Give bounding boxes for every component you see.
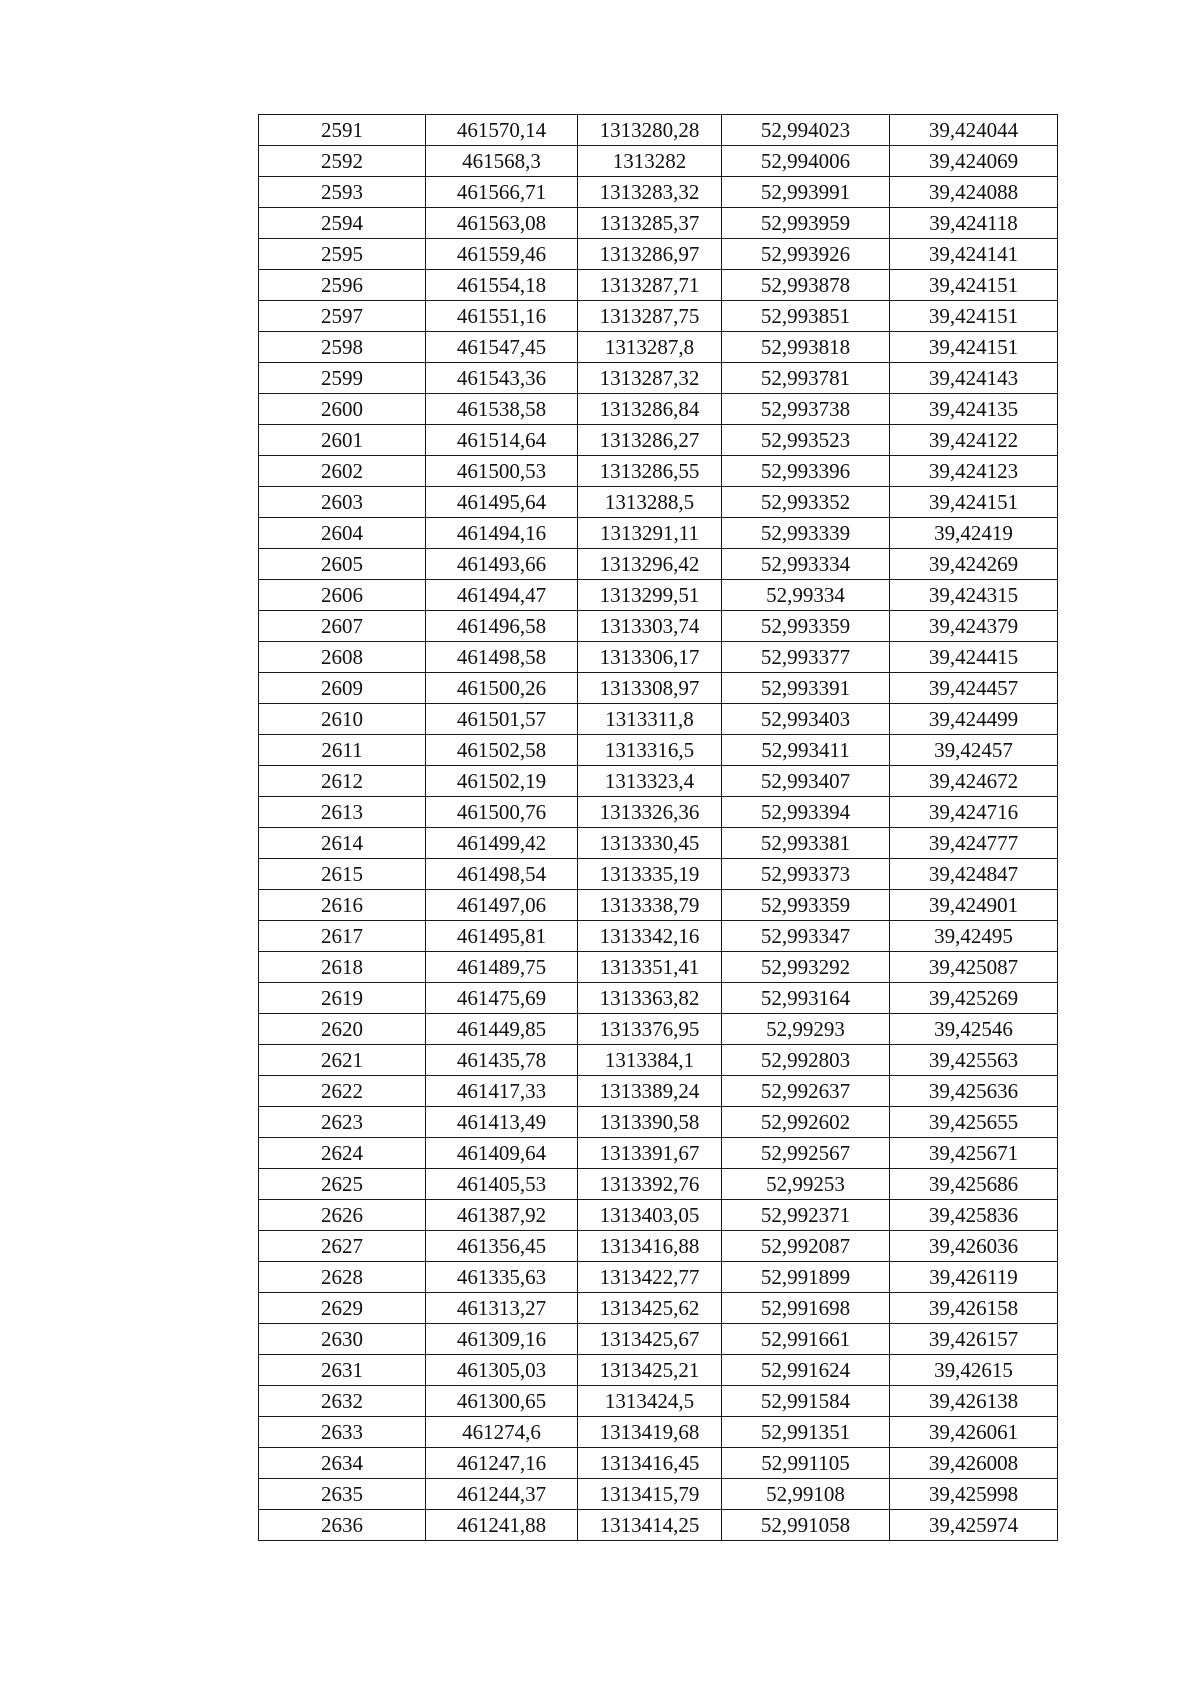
y-coordinate-cell: 1313303,74 xyxy=(578,611,722,642)
point-number-cell: 2619 xyxy=(259,983,426,1014)
x-coordinate-cell: 461247,16 xyxy=(426,1448,578,1479)
latitude-cell: 52,993347 xyxy=(722,921,890,952)
table-row xyxy=(259,301,1058,332)
point-number-cell: 2607 xyxy=(259,611,426,642)
point-number-cell: 2597 xyxy=(259,301,426,332)
latitude-cell: 52,99293 xyxy=(722,1014,890,1045)
longitude-cell: 39,424141 xyxy=(890,239,1058,270)
table-row xyxy=(259,1479,1058,1510)
y-coordinate-cell: 1313287,8 xyxy=(578,332,722,363)
latitude-cell: 52,993359 xyxy=(722,611,890,642)
point-number-cell: 2602 xyxy=(259,456,426,487)
y-coordinate-cell: 1313286,27 xyxy=(578,425,722,456)
longitude-cell: 39,424269 xyxy=(890,549,1058,580)
x-coordinate-cell: 461405,53 xyxy=(426,1169,578,1200)
point-number-cell: 2605 xyxy=(259,549,426,580)
table-row xyxy=(259,1045,1058,1076)
x-coordinate-cell: 461559,46 xyxy=(426,239,578,270)
longitude-cell: 39,42419 xyxy=(890,518,1058,549)
coordinates-table-body xyxy=(259,115,1058,1541)
x-coordinate-cell: 461538,58 xyxy=(426,394,578,425)
x-coordinate-cell: 461502,58 xyxy=(426,735,578,766)
y-coordinate-cell: 1313403,05 xyxy=(578,1200,722,1231)
x-coordinate-cell: 461494,47 xyxy=(426,580,578,611)
latitude-cell: 52,991624 xyxy=(722,1355,890,1386)
latitude-cell: 52,993926 xyxy=(722,239,890,270)
x-coordinate-cell: 461493,66 xyxy=(426,549,578,580)
longitude-cell: 39,426061 xyxy=(890,1417,1058,1448)
point-number-cell: 2633 xyxy=(259,1417,426,1448)
point-number-cell: 2629 xyxy=(259,1293,426,1324)
latitude-cell: 52,993394 xyxy=(722,797,890,828)
longitude-cell: 39,425269 xyxy=(890,983,1058,1014)
y-coordinate-cell: 1313286,84 xyxy=(578,394,722,425)
point-number-cell: 2620 xyxy=(259,1014,426,1045)
table-row xyxy=(259,487,1058,518)
table-row xyxy=(259,1107,1058,1138)
table-row xyxy=(259,425,1058,456)
latitude-cell: 52,993292 xyxy=(722,952,890,983)
table-row xyxy=(259,394,1058,425)
table-row xyxy=(259,1014,1058,1045)
table-row xyxy=(259,1386,1058,1417)
x-coordinate-cell: 461494,16 xyxy=(426,518,578,549)
y-coordinate-cell: 1313280,28 xyxy=(578,115,722,146)
table-row xyxy=(259,115,1058,146)
point-number-cell: 2606 xyxy=(259,580,426,611)
x-coordinate-cell: 461514,64 xyxy=(426,425,578,456)
latitude-cell: 52,993738 xyxy=(722,394,890,425)
x-coordinate-cell: 461409,64 xyxy=(426,1138,578,1169)
latitude-cell: 52,99108 xyxy=(722,1479,890,1510)
x-coordinate-cell: 461387,92 xyxy=(426,1200,578,1231)
y-coordinate-cell: 1313283,32 xyxy=(578,177,722,208)
y-coordinate-cell: 1313392,76 xyxy=(578,1169,722,1200)
latitude-cell: 52,991105 xyxy=(722,1448,890,1479)
y-coordinate-cell: 1313285,37 xyxy=(578,208,722,239)
table-row xyxy=(259,1231,1058,1262)
point-number-cell: 2631 xyxy=(259,1355,426,1386)
x-coordinate-cell: 461241,88 xyxy=(426,1510,578,1541)
y-coordinate-cell: 1313414,25 xyxy=(578,1510,722,1541)
latitude-cell: 52,993396 xyxy=(722,456,890,487)
longitude-cell: 39,424415 xyxy=(890,642,1058,673)
point-number-cell: 2596 xyxy=(259,270,426,301)
point-number-cell: 2625 xyxy=(259,1169,426,1200)
point-number-cell: 2608 xyxy=(259,642,426,673)
longitude-cell: 39,424499 xyxy=(890,704,1058,735)
table-row xyxy=(259,332,1058,363)
longitude-cell: 39,425998 xyxy=(890,1479,1058,1510)
longitude-cell: 39,425655 xyxy=(890,1107,1058,1138)
x-coordinate-cell: 461449,85 xyxy=(426,1014,578,1045)
table-row xyxy=(259,1138,1058,1169)
table-row xyxy=(259,239,1058,270)
y-coordinate-cell: 1313424,5 xyxy=(578,1386,722,1417)
point-number-cell: 2600 xyxy=(259,394,426,425)
latitude-cell: 52,991661 xyxy=(722,1324,890,1355)
longitude-cell: 39,424901 xyxy=(890,890,1058,921)
table-row xyxy=(259,270,1058,301)
point-number-cell: 2627 xyxy=(259,1231,426,1262)
y-coordinate-cell: 1313415,79 xyxy=(578,1479,722,1510)
latitude-cell: 52,994006 xyxy=(722,146,890,177)
longitude-cell: 39,424672 xyxy=(890,766,1058,797)
longitude-cell: 39,425636 xyxy=(890,1076,1058,1107)
table-row xyxy=(259,766,1058,797)
y-coordinate-cell: 1313306,17 xyxy=(578,642,722,673)
table-row xyxy=(259,828,1058,859)
longitude-cell: 39,42495 xyxy=(890,921,1058,952)
y-coordinate-cell: 1313287,75 xyxy=(578,301,722,332)
table-row xyxy=(259,1293,1058,1324)
y-coordinate-cell: 1313323,4 xyxy=(578,766,722,797)
latitude-cell: 52,992371 xyxy=(722,1200,890,1231)
longitude-cell: 39,426157 xyxy=(890,1324,1058,1355)
y-coordinate-cell: 1313330,45 xyxy=(578,828,722,859)
x-coordinate-cell: 461497,06 xyxy=(426,890,578,921)
point-number-cell: 2626 xyxy=(259,1200,426,1231)
longitude-cell: 39,425087 xyxy=(890,952,1058,983)
longitude-cell: 39,424069 xyxy=(890,146,1058,177)
table-row xyxy=(259,456,1058,487)
y-coordinate-cell: 1313316,5 xyxy=(578,735,722,766)
longitude-cell: 39,424135 xyxy=(890,394,1058,425)
latitude-cell: 52,993334 xyxy=(722,549,890,580)
x-coordinate-cell: 461563,08 xyxy=(426,208,578,239)
point-number-cell: 2634 xyxy=(259,1448,426,1479)
point-number-cell: 2601 xyxy=(259,425,426,456)
point-number-cell: 2611 xyxy=(259,735,426,766)
x-coordinate-cell: 461501,57 xyxy=(426,704,578,735)
x-coordinate-cell: 461300,65 xyxy=(426,1386,578,1417)
x-coordinate-cell: 461495,64 xyxy=(426,487,578,518)
x-coordinate-cell: 461313,27 xyxy=(426,1293,578,1324)
latitude-cell: 52,993959 xyxy=(722,208,890,239)
y-coordinate-cell: 1313287,71 xyxy=(578,270,722,301)
point-number-cell: 2635 xyxy=(259,1479,426,1510)
table-row xyxy=(259,146,1058,177)
point-number-cell: 2598 xyxy=(259,332,426,363)
point-number-cell: 2614 xyxy=(259,828,426,859)
latitude-cell: 52,993391 xyxy=(722,673,890,704)
longitude-cell: 39,425671 xyxy=(890,1138,1058,1169)
y-coordinate-cell: 1313296,42 xyxy=(578,549,722,580)
x-coordinate-cell: 461274,6 xyxy=(426,1417,578,1448)
table-row xyxy=(259,673,1058,704)
y-coordinate-cell: 1313342,16 xyxy=(578,921,722,952)
table-row xyxy=(259,611,1058,642)
y-coordinate-cell: 1313363,82 xyxy=(578,983,722,1014)
table-row xyxy=(259,1417,1058,1448)
longitude-cell: 39,426036 xyxy=(890,1231,1058,1262)
latitude-cell: 52,992803 xyxy=(722,1045,890,1076)
x-coordinate-cell: 461500,53 xyxy=(426,456,578,487)
longitude-cell: 39,426008 xyxy=(890,1448,1058,1479)
x-coordinate-cell: 461356,45 xyxy=(426,1231,578,1262)
longitude-cell: 39,426158 xyxy=(890,1293,1058,1324)
x-coordinate-cell: 461499,42 xyxy=(426,828,578,859)
y-coordinate-cell: 1313326,36 xyxy=(578,797,722,828)
point-number-cell: 2624 xyxy=(259,1138,426,1169)
point-number-cell: 2593 xyxy=(259,177,426,208)
latitude-cell: 52,992637 xyxy=(722,1076,890,1107)
longitude-cell: 39,424151 xyxy=(890,270,1058,301)
x-coordinate-cell: 461244,37 xyxy=(426,1479,578,1510)
table-row xyxy=(259,921,1058,952)
table-row xyxy=(259,1324,1058,1355)
y-coordinate-cell: 1313335,19 xyxy=(578,859,722,890)
latitude-cell: 52,993878 xyxy=(722,270,890,301)
point-number-cell: 2621 xyxy=(259,1045,426,1076)
point-number-cell: 2609 xyxy=(259,673,426,704)
longitude-cell: 39,424143 xyxy=(890,363,1058,394)
x-coordinate-cell: 461496,58 xyxy=(426,611,578,642)
point-number-cell: 2617 xyxy=(259,921,426,952)
y-coordinate-cell: 1313338,79 xyxy=(578,890,722,921)
table-row xyxy=(259,704,1058,735)
latitude-cell: 52,993403 xyxy=(722,704,890,735)
table-row xyxy=(259,1355,1058,1386)
table-row xyxy=(259,1262,1058,1293)
point-number-cell: 2615 xyxy=(259,859,426,890)
longitude-cell: 39,426119 xyxy=(890,1262,1058,1293)
x-coordinate-cell: 461551,16 xyxy=(426,301,578,332)
latitude-cell: 52,992567 xyxy=(722,1138,890,1169)
latitude-cell: 52,993781 xyxy=(722,363,890,394)
longitude-cell: 39,424123 xyxy=(890,456,1058,487)
point-number-cell: 2618 xyxy=(259,952,426,983)
x-coordinate-cell: 461489,75 xyxy=(426,952,578,983)
latitude-cell: 52,993991 xyxy=(722,177,890,208)
table-row xyxy=(259,642,1058,673)
y-coordinate-cell: 1313425,21 xyxy=(578,1355,722,1386)
latitude-cell: 52,992087 xyxy=(722,1231,890,1262)
longitude-cell: 39,425974 xyxy=(890,1510,1058,1541)
point-number-cell: 2599 xyxy=(259,363,426,394)
longitude-cell: 39,42457 xyxy=(890,735,1058,766)
table-row xyxy=(259,735,1058,766)
coordinates-table xyxy=(258,114,1058,1541)
point-number-cell: 2612 xyxy=(259,766,426,797)
y-coordinate-cell: 1313287,32 xyxy=(578,363,722,394)
longitude-cell: 39,424457 xyxy=(890,673,1058,704)
table-row xyxy=(259,580,1058,611)
latitude-cell: 52,993373 xyxy=(722,859,890,890)
x-coordinate-cell: 461475,69 xyxy=(426,983,578,1014)
latitude-cell: 52,993164 xyxy=(722,983,890,1014)
x-coordinate-cell: 461309,16 xyxy=(426,1324,578,1355)
longitude-cell: 39,424847 xyxy=(890,859,1058,890)
latitude-cell: 52,993523 xyxy=(722,425,890,456)
longitude-cell: 39,424379 xyxy=(890,611,1058,642)
latitude-cell: 52,991351 xyxy=(722,1417,890,1448)
y-coordinate-cell: 1313425,62 xyxy=(578,1293,722,1324)
longitude-cell: 39,425686 xyxy=(890,1169,1058,1200)
y-coordinate-cell: 1313384,1 xyxy=(578,1045,722,1076)
latitude-cell: 52,992602 xyxy=(722,1107,890,1138)
table-row xyxy=(259,1076,1058,1107)
longitude-cell: 39,424151 xyxy=(890,332,1058,363)
longitude-cell: 39,424315 xyxy=(890,580,1058,611)
latitude-cell: 52,993381 xyxy=(722,828,890,859)
table-row xyxy=(259,549,1058,580)
y-coordinate-cell: 1313291,11 xyxy=(578,518,722,549)
y-coordinate-cell: 1313286,97 xyxy=(578,239,722,270)
x-coordinate-cell: 461547,45 xyxy=(426,332,578,363)
table-row xyxy=(259,177,1058,208)
y-coordinate-cell: 1313286,55 xyxy=(578,456,722,487)
latitude-cell: 52,993352 xyxy=(722,487,890,518)
point-number-cell: 2636 xyxy=(259,1510,426,1541)
y-coordinate-cell: 1313288,5 xyxy=(578,487,722,518)
longitude-cell: 39,424122 xyxy=(890,425,1058,456)
y-coordinate-cell: 1313416,45 xyxy=(578,1448,722,1479)
point-number-cell: 2622 xyxy=(259,1076,426,1107)
point-number-cell: 2616 xyxy=(259,890,426,921)
latitude-cell: 52,993407 xyxy=(722,766,890,797)
y-coordinate-cell: 1313391,67 xyxy=(578,1138,722,1169)
table-row xyxy=(259,797,1058,828)
x-coordinate-cell: 461495,81 xyxy=(426,921,578,952)
point-number-cell: 2610 xyxy=(259,704,426,735)
table-row xyxy=(259,952,1058,983)
table-row xyxy=(259,518,1058,549)
longitude-cell: 39,424716 xyxy=(890,797,1058,828)
latitude-cell: 52,993359 xyxy=(722,890,890,921)
longitude-cell: 39,425836 xyxy=(890,1200,1058,1231)
longitude-cell: 39,424151 xyxy=(890,487,1058,518)
x-coordinate-cell: 461554,18 xyxy=(426,270,578,301)
longitude-cell: 39,424118 xyxy=(890,208,1058,239)
x-coordinate-cell: 461500,76 xyxy=(426,797,578,828)
longitude-cell: 39,426138 xyxy=(890,1386,1058,1417)
x-coordinate-cell: 461305,03 xyxy=(426,1355,578,1386)
longitude-cell: 39,424777 xyxy=(890,828,1058,859)
table-row xyxy=(259,363,1058,394)
x-coordinate-cell: 461568,3 xyxy=(426,146,578,177)
table-row xyxy=(259,859,1058,890)
latitude-cell: 52,991584 xyxy=(722,1386,890,1417)
x-coordinate-cell: 461335,63 xyxy=(426,1262,578,1293)
y-coordinate-cell: 1313299,51 xyxy=(578,580,722,611)
y-coordinate-cell: 1313422,77 xyxy=(578,1262,722,1293)
latitude-cell: 52,991058 xyxy=(722,1510,890,1541)
longitude-cell: 39,424088 xyxy=(890,177,1058,208)
point-number-cell: 2591 xyxy=(259,115,426,146)
y-coordinate-cell: 1313308,97 xyxy=(578,673,722,704)
point-number-cell: 2632 xyxy=(259,1386,426,1417)
x-coordinate-cell: 461413,49 xyxy=(426,1107,578,1138)
latitude-cell: 52,993851 xyxy=(722,301,890,332)
table-row xyxy=(259,1448,1058,1479)
latitude-cell: 52,991899 xyxy=(722,1262,890,1293)
point-number-cell: 2604 xyxy=(259,518,426,549)
x-coordinate-cell: 461566,71 xyxy=(426,177,578,208)
table-row xyxy=(259,1169,1058,1200)
latitude-cell: 52,991698 xyxy=(722,1293,890,1324)
y-coordinate-cell: 1313419,68 xyxy=(578,1417,722,1448)
point-number-cell: 2595 xyxy=(259,239,426,270)
longitude-cell: 39,42615 xyxy=(890,1355,1058,1386)
point-number-cell: 2623 xyxy=(259,1107,426,1138)
x-coordinate-cell: 461498,58 xyxy=(426,642,578,673)
point-number-cell: 2592 xyxy=(259,146,426,177)
point-number-cell: 2630 xyxy=(259,1324,426,1355)
x-coordinate-cell: 461435,78 xyxy=(426,1045,578,1076)
point-number-cell: 2628 xyxy=(259,1262,426,1293)
latitude-cell: 52,993377 xyxy=(722,642,890,673)
x-coordinate-cell: 461498,54 xyxy=(426,859,578,890)
latitude-cell: 52,993818 xyxy=(722,332,890,363)
x-coordinate-cell: 461502,19 xyxy=(426,766,578,797)
latitude-cell: 52,993411 xyxy=(722,735,890,766)
longitude-cell: 39,424044 xyxy=(890,115,1058,146)
longitude-cell: 39,425563 xyxy=(890,1045,1058,1076)
y-coordinate-cell: 1313311,8 xyxy=(578,704,722,735)
latitude-cell: 52,994023 xyxy=(722,115,890,146)
y-coordinate-cell: 1313282 xyxy=(578,146,722,177)
point-number-cell: 2613 xyxy=(259,797,426,828)
x-coordinate-cell: 461500,26 xyxy=(426,673,578,704)
point-number-cell: 2603 xyxy=(259,487,426,518)
point-number-cell: 2594 xyxy=(259,208,426,239)
x-coordinate-cell: 461543,36 xyxy=(426,363,578,394)
y-coordinate-cell: 1313376,95 xyxy=(578,1014,722,1045)
latitude-cell: 52,99334 xyxy=(722,580,890,611)
x-coordinate-cell: 461417,33 xyxy=(426,1076,578,1107)
latitude-cell: 52,993339 xyxy=(722,518,890,549)
table-row xyxy=(259,1200,1058,1231)
longitude-cell: 39,424151 xyxy=(890,301,1058,332)
y-coordinate-cell: 1313425,67 xyxy=(578,1324,722,1355)
y-coordinate-cell: 1313389,24 xyxy=(578,1076,722,1107)
table-row xyxy=(259,208,1058,239)
longitude-cell: 39,42546 xyxy=(890,1014,1058,1045)
y-coordinate-cell: 1313351,41 xyxy=(578,952,722,983)
x-coordinate-cell: 461570,14 xyxy=(426,115,578,146)
table-row xyxy=(259,1510,1058,1541)
y-coordinate-cell: 1313390,58 xyxy=(578,1107,722,1138)
table-row xyxy=(259,983,1058,1014)
table-row xyxy=(259,890,1058,921)
latitude-cell: 52,99253 xyxy=(722,1169,890,1200)
y-coordinate-cell: 1313416,88 xyxy=(578,1231,722,1262)
